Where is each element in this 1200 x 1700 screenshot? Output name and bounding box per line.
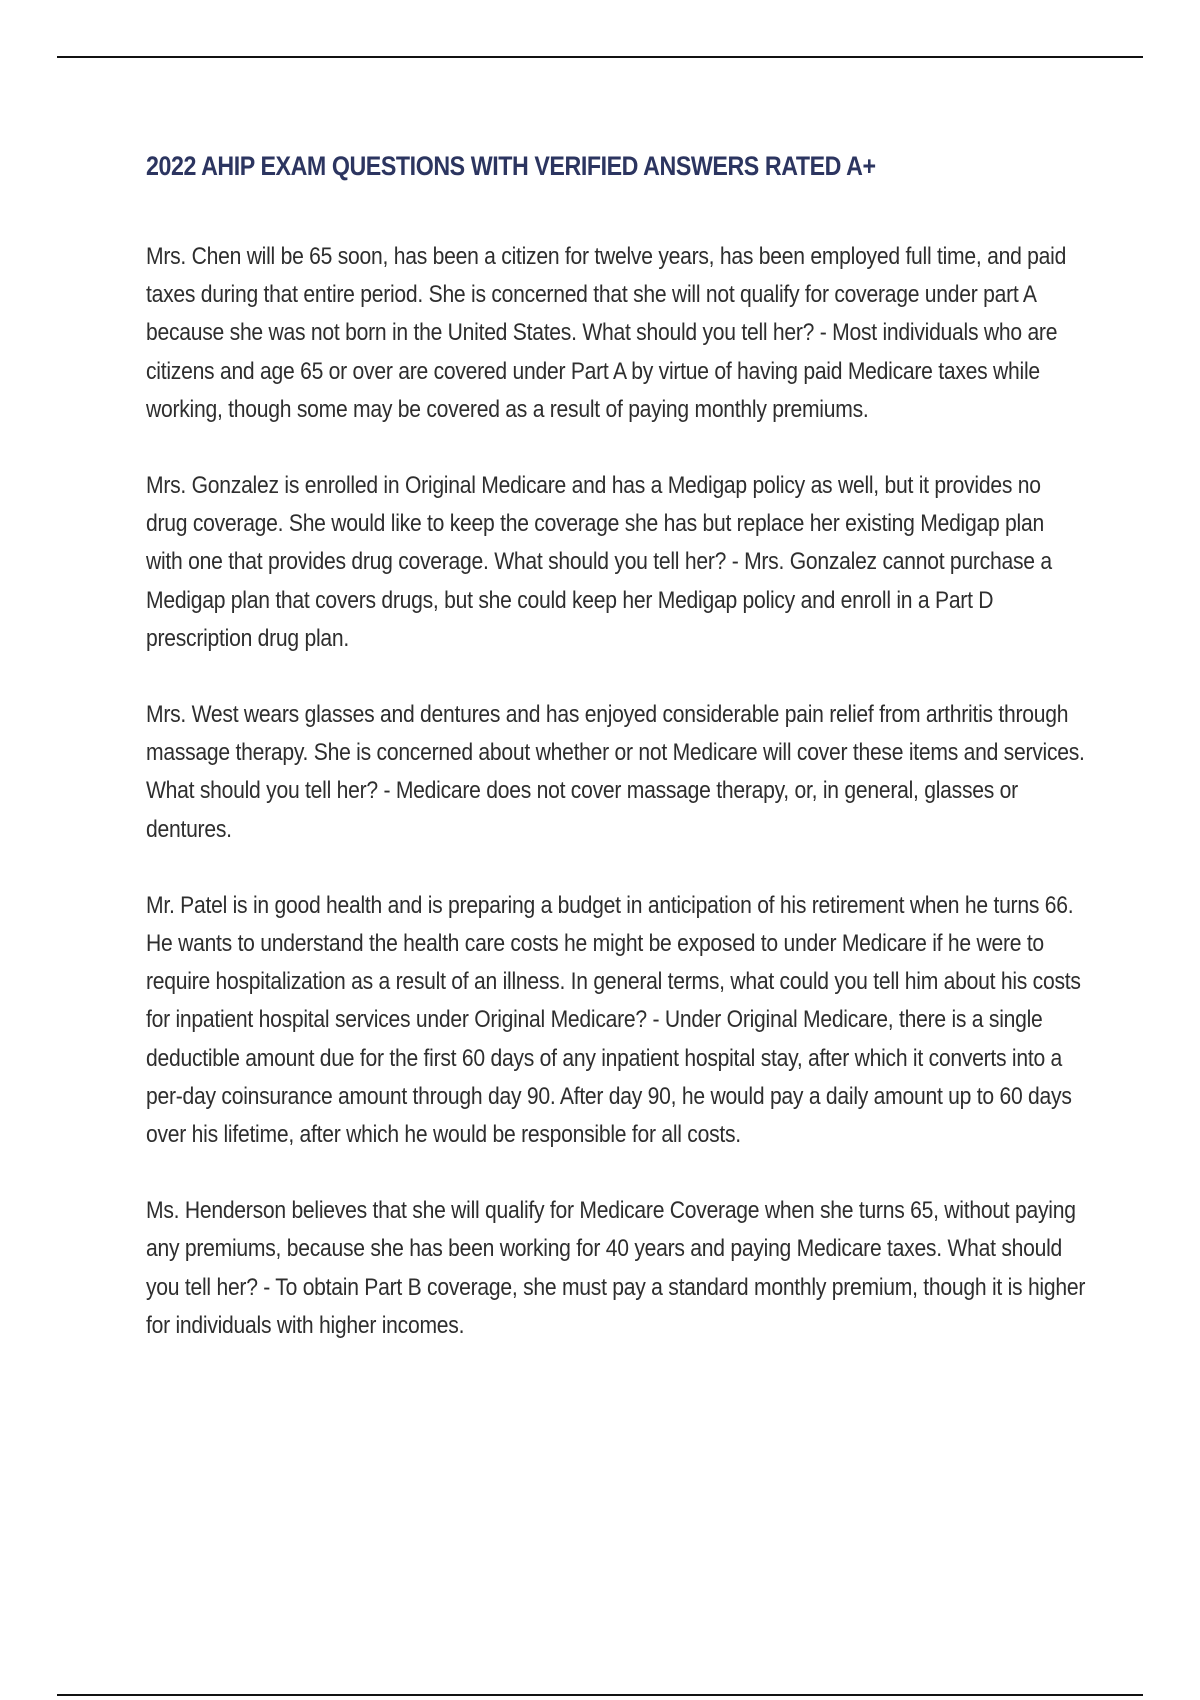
document-body bbox=[146, 146, 1086, 1383]
qa-list bbox=[146, 238, 1086, 1345]
qa-entry-text: Ms. Henderson believes that she will qualify for Medicare Coverage when she turns 65, without paying any premiums, because she has been working for 40 years and paying Medicare taxes. What should you tell her? - To obtain Part B coverage, she must pay a standard monthly premium, though it is higher for individuals with higher incomes. bbox=[146, 1197, 1086, 1339]
qa-entry-text: Mrs. Chen will be 65 soon, has been a citizen for twelve years, has been employed full time, and paid taxes during that entire period. She is concerned that she will not qualify for coverage under part A because she was not born in the United States. What should you tell her? - Most individuals who are citizens and age 65 or over are covered under Part A by virtue of having paid Medicare taxes while working, though some may be covered as a result of paying monthly premiums. bbox=[146, 243, 1067, 423]
qa-entry-chen bbox=[146, 238, 1086, 429]
bottom-divider bbox=[57, 1694, 1143, 1696]
qa-entry-west bbox=[146, 696, 1086, 849]
qa-entry-patel bbox=[146, 887, 1086, 1154]
qa-entry-text: Mrs. West wears glasses and dentures and has enjoyed considerable pain relief from arthritis through massage therapy. She is concerned about whether or not Medicare will cover these items and services. What should you tell her? - Medicare does not cover massage therapy, or, in general, glasses or dentures. bbox=[146, 701, 1085, 843]
top-divider bbox=[57, 56, 1143, 58]
document-title: 2022 AHIP EXAM QUESTIONS WITH VERIFIED ANSWERS RATED A+ bbox=[146, 151, 876, 181]
qa-entry-text: Mr. Patel is in good health and is preparing a budget in anticipation of his retirement when he turns 66. He wants to understand the health care costs he might be exposed to under Medicare if he were to require hospitalization as a result of an illness. In general terms, what could you tell him about his costs for inpatient hospital services under Original Medicare? - Under Original Medicare, there is a single deductible amount due for the first 60 days of any inpatient hospital stay, after which it converts into a per-day coinsurance amount through day 90. After day 90, he would pay a daily amount up to 60 days over his lifetime, after which he would be responsible for all costs. bbox=[146, 891, 1081, 1149]
qa-entry-henderson bbox=[146, 1192, 1086, 1345]
qa-entry-text: Mrs. Gonzalez is enrolled in Original Medicare and has a Medigap policy as well, but it provides no drug coverage. She would like to keep the coverage she has but replace her existing Medigap plan with one that provides drug coverage. What should you tell her? - Mrs. Gonzalez cannot purchase a Medigap plan that covers drugs, but she could keep her Medigap policy and enroll in a Part D prescription drug plan. bbox=[146, 472, 1052, 652]
qa-entry-gonzalez bbox=[146, 467, 1086, 658]
